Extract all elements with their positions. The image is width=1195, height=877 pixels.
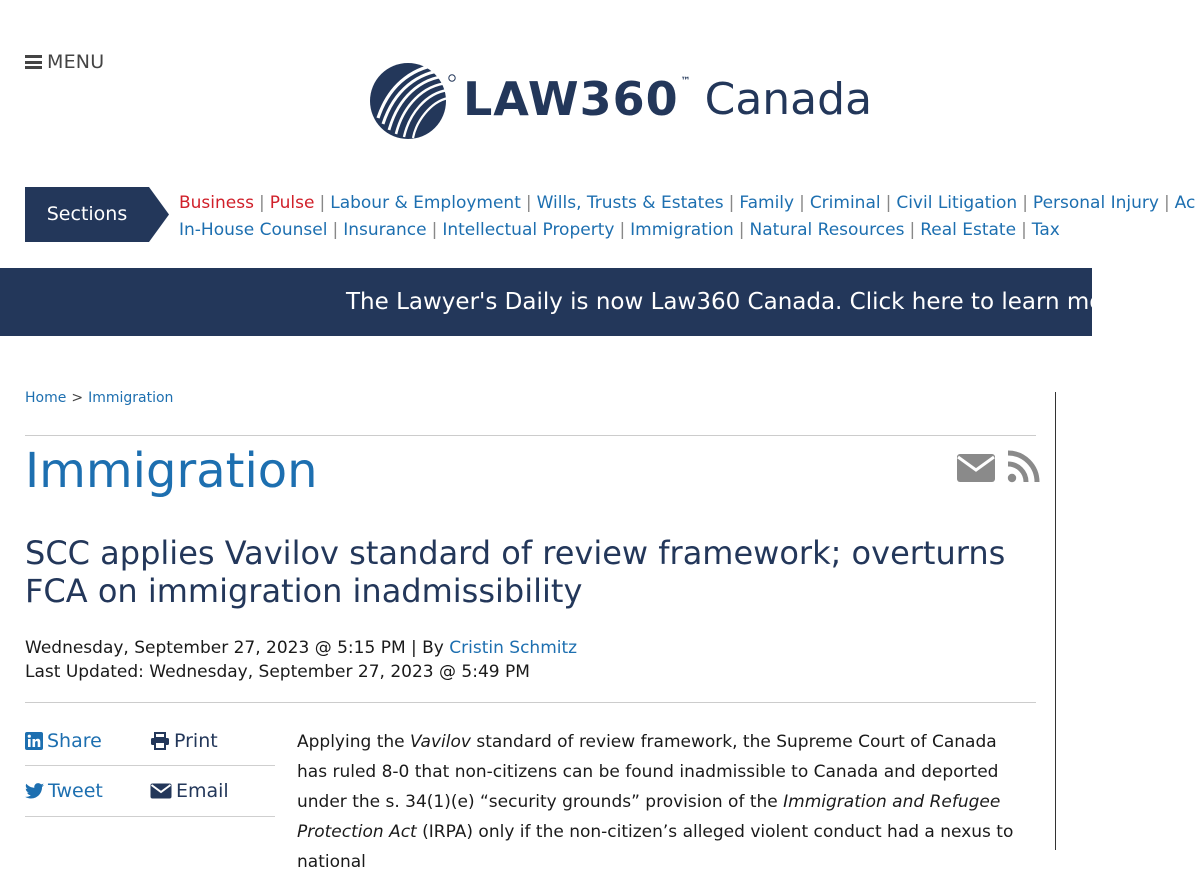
section-link-truncated[interactable]: Ac (1174, 193, 1195, 213)
print-label: Print (174, 729, 218, 752)
site-logo[interactable] (368, 58, 872, 140)
globe-logo-icon (368, 58, 450, 140)
sections-nav-row-2: In-House Counsel | Insurance | Intellectual Property | Immigration | Natural Resources | Real Estate | Tax (179, 220, 1060, 240)
content-divider (1055, 392, 1056, 850)
print-button[interactable] (150, 730, 275, 752)
article-date-line (25, 636, 577, 660)
sections-nav-row-1: Business | Pulse | Labour & Employment | Wills, Trusts & Estates | Family | Criminal | Civil Litigation | Personal Injury | Ac (179, 193, 1195, 213)
email-icon (150, 783, 172, 799)
menu-button[interactable] (25, 51, 104, 73)
hamburger-icon (25, 55, 42, 69)
linkedin-icon (25, 732, 43, 750)
tweet-label: Tweet (48, 780, 103, 802)
section-link-in-house-counsel[interactable]: In-House Counsel (179, 220, 328, 240)
menu-label: MENU (47, 51, 105, 73)
logo-region: Canada (704, 73, 873, 125)
tweet-button[interactable] (25, 780, 150, 802)
article-headline: SCC applies Vavilov standard of review framework; overturns FCA on immigration inadmissibility (25, 534, 1006, 610)
breadcrumb (25, 390, 173, 406)
article-body (297, 727, 1017, 877)
email-label: Email (176, 780, 229, 802)
section-link-real-estate[interactable]: Real Estate (920, 220, 1017, 240)
envelope-icon[interactable] (956, 450, 996, 484)
subscribe-icons (956, 450, 1040, 484)
title-divider (25, 435, 1036, 436)
section-link-criminal[interactable]: Criminal (809, 193, 881, 213)
section-link-business[interactable]: Business (179, 193, 254, 213)
section-link-insurance[interactable]: Insurance (343, 220, 427, 240)
page-title: Immigration (25, 443, 318, 499)
linkedin-share-button[interactable] (25, 730, 150, 752)
printer-icon (150, 732, 170, 750)
author-link[interactable]: Cristin Schmitz (449, 638, 578, 658)
rss-icon[interactable] (1006, 450, 1040, 484)
sections-label: Sections (46, 203, 128, 225)
section-link-wills-trusts-estates[interactable]: Wills, Trusts & Estates (536, 193, 724, 213)
section-link-natural-resources[interactable]: Natural Resources (749, 220, 905, 240)
share-row-2 (25, 766, 275, 817)
section-link-personal-injury[interactable]: Personal Injury (1032, 193, 1159, 213)
logo-trademark: ™ (680, 75, 691, 87)
banner-text: The Lawyer's Daily is now Law360 Canada. Click here to learn more. (346, 289, 1134, 315)
announcement-banner[interactable] (0, 268, 1134, 336)
section-link-immigration[interactable]: Immigration (630, 220, 734, 240)
section-link-civil-litigation[interactable]: Civil Litigation (896, 193, 1018, 213)
article-text: standard of review framework, the Supreme Court of Canada has ruled 8-0 that non-citizens can be found inadmissible to Canada and deported under the s. 34(1)(e) “security grounds” provision of the (297, 732, 999, 812)
publish-date: Wednesday, September 27, 2023 @ 5:15 PM | By (25, 638, 450, 658)
sections-badge[interactable] (25, 187, 169, 242)
article-text: (IRPA) only if the non-citizen’s alleged violent conduct had a nexus to national (297, 822, 1014, 872)
updated-date: Last Updated: Wednesday, September 27, 2023 @ 5:49 PM (25, 662, 530, 682)
section-link-labour-employment[interactable]: Labour & Employment (330, 193, 521, 213)
article-meta (25, 636, 577, 684)
section-link-family[interactable]: Family (739, 193, 795, 213)
statute-name: Immigration and Refugee Protection Act (297, 792, 1001, 842)
section-link-intellectual-property[interactable]: Intellectual Property (442, 220, 615, 240)
logo-wordmark: LAW360 (463, 72, 679, 126)
section-link-tax[interactable]: Tax (1031, 220, 1060, 240)
article-text: Applying the (297, 732, 410, 752)
breadcrumb-home[interactable]: Home (25, 390, 67, 406)
section-link-pulse[interactable]: Pulse (269, 193, 315, 213)
share-row-1 (25, 716, 275, 766)
sections-nav (179, 190, 1195, 244)
meta-divider (25, 702, 1036, 703)
email-button[interactable] (150, 780, 275, 802)
breadcrumb-separator: > (71, 390, 84, 406)
breadcrumb-current[interactable]: Immigration (88, 390, 174, 406)
share-tools (25, 716, 275, 817)
case-name: Vavilov (410, 732, 471, 752)
twitter-bird-icon (25, 783, 44, 799)
share-label: Share (47, 729, 102, 752)
